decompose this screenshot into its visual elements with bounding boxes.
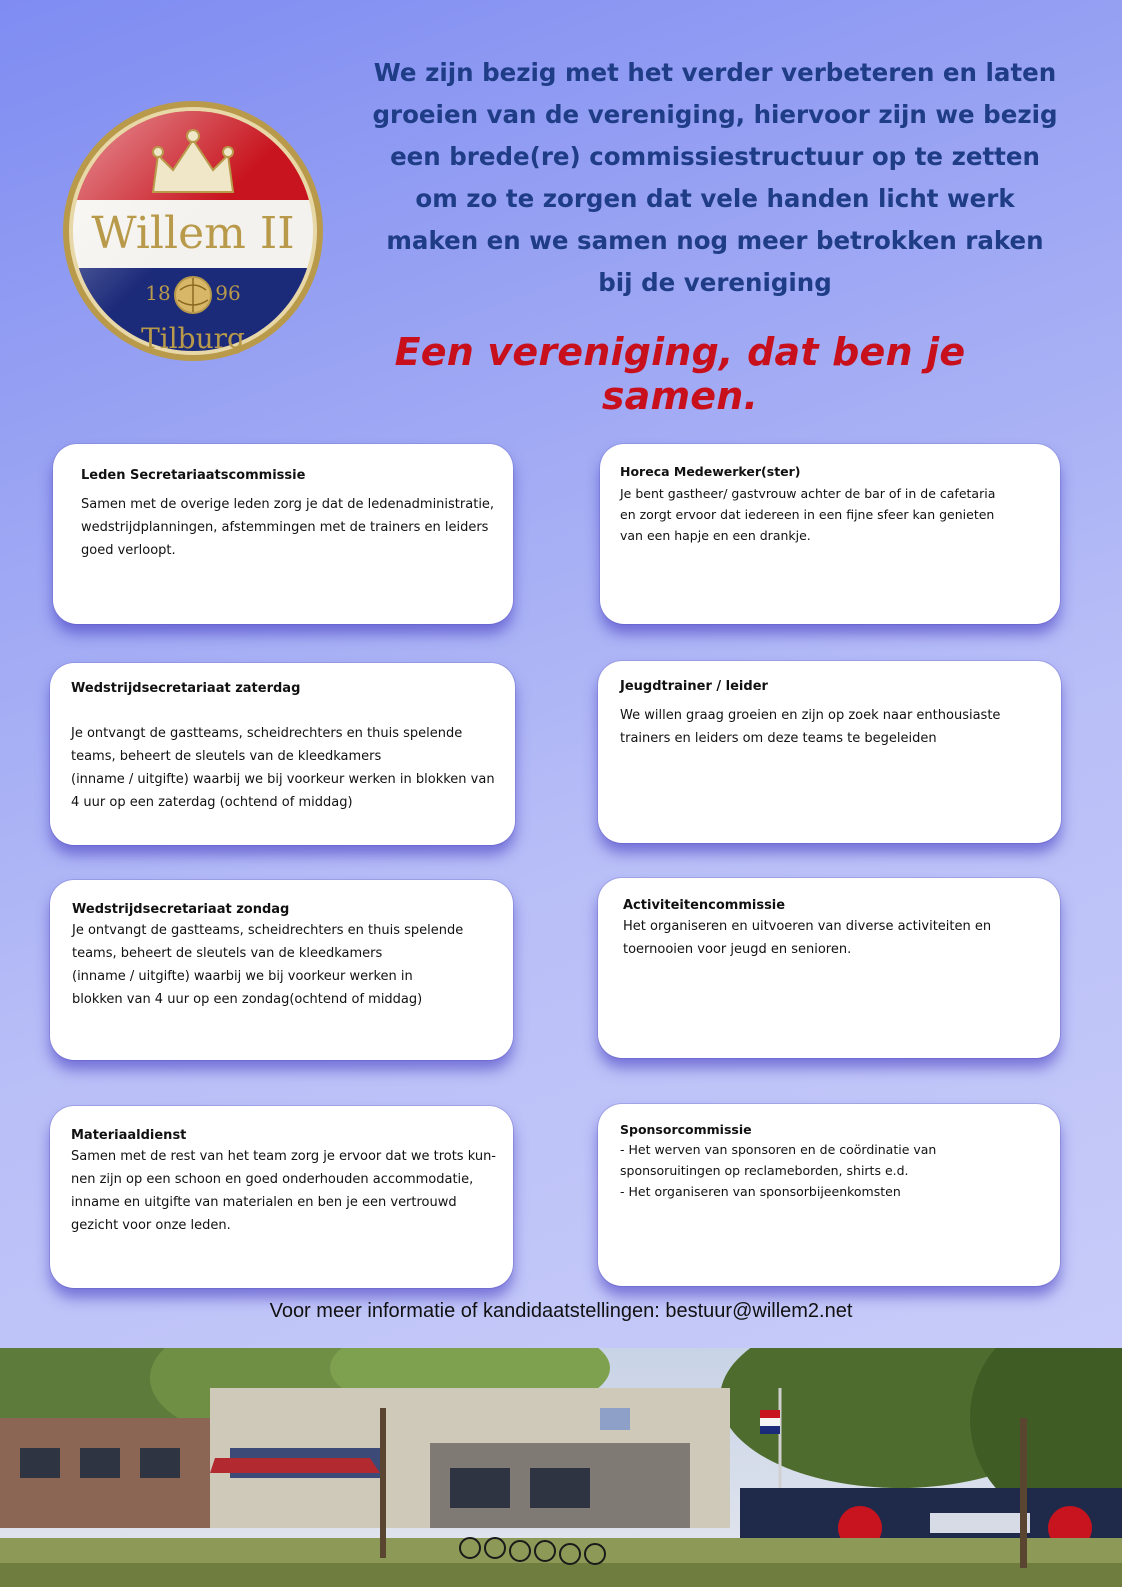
card-text: Samen met de rest van het team zorg je ervoor dat we trots kun- nen zijn op een schoon en goed onderhouden accommodatie, inname en uitgifte van materialen en ben je een vertrouwd gezicht voor onze leden. (71, 1149, 497, 1233)
card-wedstrijd-zaterdag (50, 663, 515, 845)
card-sponsorcommissie (598, 1104, 1060, 1286)
card-text: Je ontvangt de gastteams, scheidrechters en thuis spelende teams, beheert de sleutels van de kleedkamers (inname / uitgifte) waarbij we bij voorkeur werken in blokken van 4 uur op een zondag(ochtend of middag) (72, 923, 464, 1007)
card-materiaaldienst (50, 1106, 513, 1288)
card-text: Je ontvangt de gastteams, scheidrechters en thuis spelende teams, beheert de sleutels van de kleedkamers (inname / uitgifte) waarbij we bij voorkeur werken in blokken van 4 uur op een zaterdag (ochtend of middag) (71, 726, 495, 810)
card-title: Wedstrijdsecretariaat zaterdag (71, 681, 301, 696)
intro-text: We zijn bezig met het verder verbeteren en laten groeien van de vereniging, hiervoor zijn we bezig een brede(re) commissiestructuur op te zetten om zo te zorgen dat vele handen licht werk maken en we samen nog meer betrokken raken bij de vereniging (372, 58, 1058, 297)
logo-name: Willem II (91, 208, 295, 259)
slogan: Een vereniging, dat ben je samen. (394, 330, 966, 418)
logo-year-right: 96 (215, 281, 241, 305)
card-title: Activiteitencommissie (623, 898, 786, 913)
card-text: We willen graag groeien en zijn op zoek naar enthousiaste trainers en leiders om deze teams te begeleiden (620, 708, 1001, 746)
card-title: Leden Secretariaatscommissie (81, 468, 306, 483)
card-title: Horeca Medewerker(ster) (620, 464, 801, 479)
card-title: Materiaaldienst (71, 1128, 187, 1143)
card-text: Het organiseren en uitvoeren van diverse activiteiten en toernooien voor jeugd en senioren. (623, 919, 992, 957)
card-jeugdtrainer (598, 661, 1061, 843)
card-title: Sponsorcommissie (620, 1122, 752, 1137)
card-text: Je bent gastheer/ gastvrouw achter de bar of in de cafetaria en zorgt ervoor dat iedereen in een fijne sfeer kan genieten van een hapje en een drankje. (620, 486, 996, 543)
card-wedstrijd-zondag (50, 880, 513, 1060)
card-text: Samen met de overige leden zorg je dat de ledenadministratie, wedstrijdplanningen, afstemmingen met de trainers en leiders goed verloopt. (81, 497, 495, 558)
card-horeca (600, 444, 1060, 624)
logo-year-left: 18 (145, 281, 171, 305)
willem-ii-logo (58, 100, 328, 362)
card-leden-secretariaat (53, 444, 513, 624)
clubhouse-photo (0, 1348, 1122, 1587)
card-text: - Het werven van sponsoren en de coördinatie van sponsoruitingen op reclameborden, shirts e.d. - Het organiseren van sponsorbijeenkomsten (620, 1142, 937, 1199)
logo-city: Tilburg (141, 322, 245, 355)
card-title: Wedstrijdsecretariaat zondag (72, 902, 290, 917)
card-activiteiten (598, 878, 1060, 1058)
contact-info: Voor meer informatie of kandidaatstellingen: bestuur@willem2.net (269, 1300, 853, 1322)
card-title: Jeugdtrainer / leider (620, 679, 768, 694)
